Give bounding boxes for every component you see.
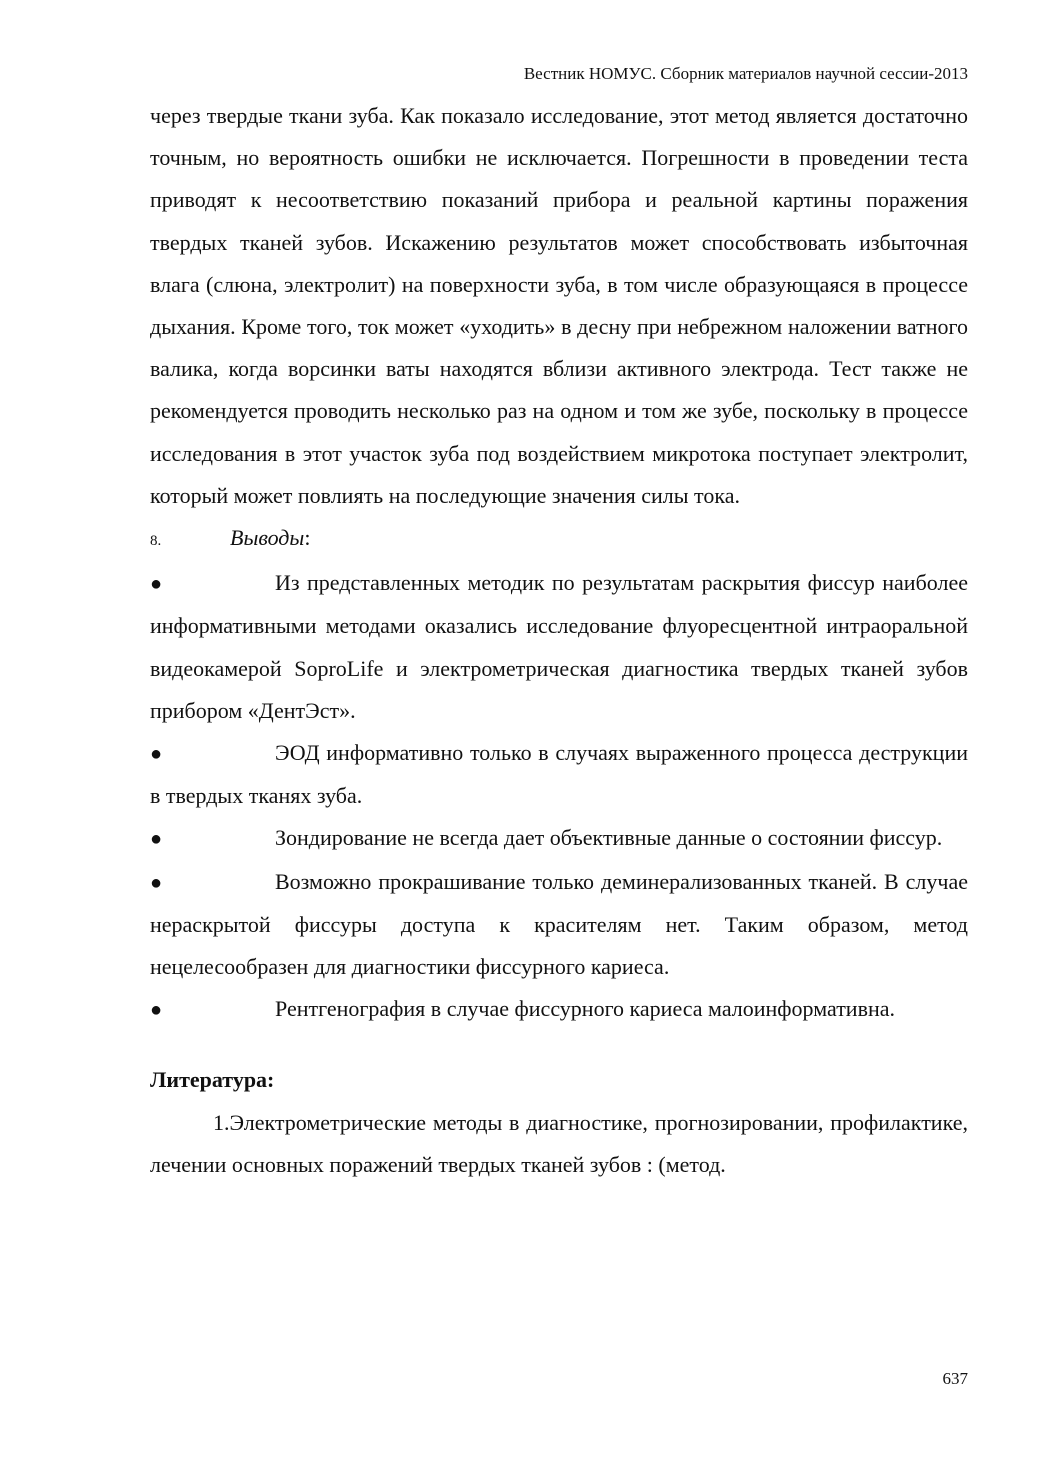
conclusion-item: ● Из представленных методик по результатам раскрытия фиссур наиболее информативными методами оказались исследование флуоресцентной интраоральной видеокамерой SoproLife и электрометрическая диагностика твердых тканей зубов прибором «ДентЭст».: [150, 562, 968, 732]
conclusion-item: ● ЭОД информативно только в случаях выраженного процесса деструкции в твердых тканях зуба.: [150, 732, 968, 817]
conclusion-item: ● Рентгенография в случае фиссурного кариеса малоинформативна.: [150, 988, 968, 1031]
body-text: [150, 95, 968, 1186]
page-number: 637: [942, 1369, 968, 1388]
bullet-icon: ●: [150, 573, 163, 596]
conclusion-item: ● Возможно прокрашивание только деминерализованных тканей. В случае нераскрытой фиссуры доступа к красителям нет. Таким образом, метод нецелесообразен для диагностики фиссурного кариеса.: [150, 861, 968, 989]
bullet-icon: ●: [150, 871, 163, 894]
section-label: Выводы: [230, 525, 305, 551]
literature-heading: Литература:: [150, 1067, 275, 1093]
bullet-icon: ●: [150, 743, 163, 766]
conclusions-heading: [150, 517, 968, 562]
bullet-icon: ●: [150, 828, 163, 851]
bullet-icon: ●: [150, 999, 163, 1022]
section-colon: :: [304, 525, 311, 551]
section-number: 8.: [150, 533, 162, 550]
literature-item: 1.Электрометрические методы в диагностике, прогнозировании, профилактике, лечении основных поражений твердых тканей зубов : (метод.: [150, 1109, 968, 1177]
intro-paragraph: через твердые ткани зуба. Как показало исследование, этот метод является достаточно точным, но вероятность ошибки не исключается. Погрешности в проведении теста приводят к несоответствию показаний прибора и реальной картины поражения твердых тканей зубов. Искажению результатов может способствовать избыточная влага (слюна, электролит) на поверхности зуба, в том числе образующаяся в процессе дыхания. Кроме того, ток может «уходить» в десну при небрежном наложении ватного валика, когда ворсинки ваты находятся вблизи активного электрода. Тест также не рекомендуется проводить несколько раз на одном и том же зубе, поскольку в процессе исследования в этот участок зуба под воздействием микротока поступает электролит, который может повлиять на последующие значения силы тока.: [150, 103, 968, 508]
running-header: Вестник НОМУС. Сборник материалов научной сессии-2013: [523, 64, 968, 83]
conclusion-item: ● Зондирование не всегда дает объективные данные о состоянии фиссур.: [150, 817, 968, 860]
